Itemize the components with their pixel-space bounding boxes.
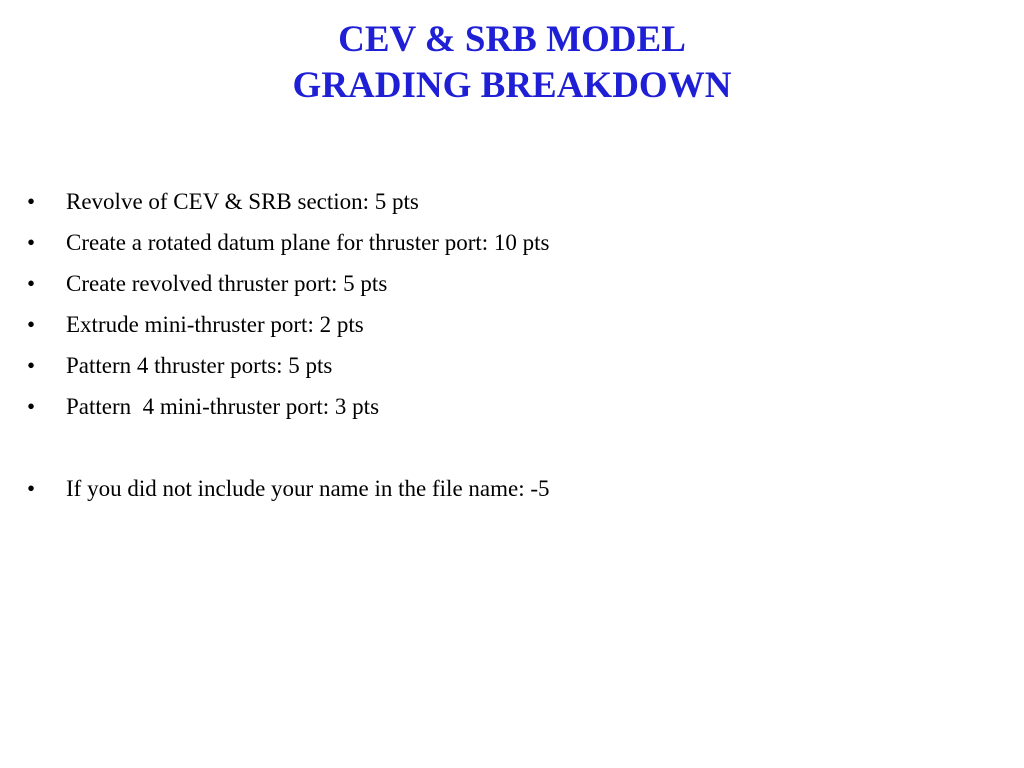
list-item [0, 304, 1024, 345]
list-item-text: Create revolved thruster port: 5 pts [66, 271, 388, 296]
list-item-text: Pattern 4 thruster ports: 5 pts [66, 353, 333, 378]
list-item-text: Revolve of CEV & SRB section: 5 pts [66, 189, 419, 214]
bullet-icon: • [27, 230, 36, 255]
title-line-2: GRADING BREAKDOWN [292, 65, 732, 106]
bullet-icon: • [27, 271, 36, 296]
penalty-note [0, 468, 1024, 509]
list-item [0, 181, 1024, 222]
list-item [0, 386, 1024, 427]
bullet-icon: • [27, 476, 36, 501]
grading-list [0, 181, 1024, 509]
title-line-1: CEV & SRB MODEL [338, 19, 686, 60]
bullet-icon: • [27, 353, 36, 378]
bullet-icon: • [27, 189, 36, 214]
list-item-text: Create a rotated datum plane for thruster port: 10 pts [66, 230, 550, 255]
list-item [0, 263, 1024, 304]
bullet-icon: • [27, 312, 36, 337]
list-item-text: Extrude mini-thruster port: 2 pts [66, 312, 364, 337]
bullet-icon: • [27, 394, 36, 419]
slide-title [0, 17, 1024, 109]
list-item-text: Pattern 4 mini-thruster port: 3 pts [66, 394, 380, 419]
list-item [0, 345, 1024, 386]
penalty-note-text: If you did not include your name in the file name: -5 [66, 476, 550, 501]
list-item [0, 222, 1024, 263]
